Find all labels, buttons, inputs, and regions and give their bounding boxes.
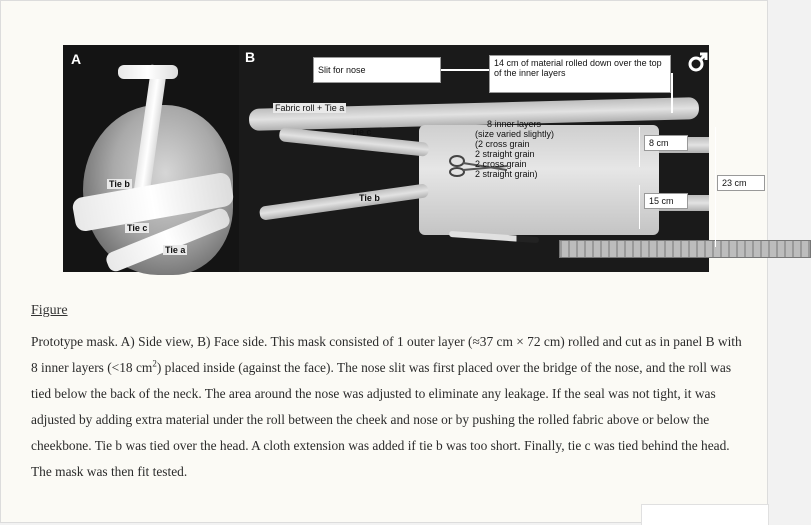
inner-layers-line: 2 straight grain) [475, 169, 538, 179]
tie-b-strip [259, 183, 429, 221]
caption-superscript: 2 [152, 358, 157, 369]
label-15-cm: 15 cm [644, 193, 688, 209]
ruler [559, 240, 811, 258]
inner-layers-line: (2 cross grain [475, 139, 530, 149]
figure-heading: Figure [31, 303, 68, 318]
label-rolled-note: 14 cm of material rolled down over the top of the inner layers [489, 55, 671, 93]
dim-line-23 [715, 127, 716, 247]
label-b-tie-b: Tie b [359, 193, 380, 203]
label-23-cm: 23 cm [717, 175, 765, 191]
dim-line-15 [639, 185, 640, 229]
panel-b-photo [239, 45, 747, 272]
label-b-tie-c: Tie c [351, 127, 372, 137]
male-symbol-icon [687, 51, 709, 73]
panel-a-letter: A [71, 51, 82, 67]
caption-text-2: ) placed inside (against the face). The nose slit was first placed over the bridge of the nose, and the roll was tied below the back of the neck. The area around the nose was adjusted to eliminate any leakage. If the seal was not tight, it was adjusted by adding extra material under the roll between the cheek and nose or by pushing the rolled fabric above or below the cheekbone. Tie b was tied over the head. A cloth extension was added if tie b was too short. Finally, tie c was tied behind the head. The mask was then fit tested. [31, 360, 732, 479]
figure-caption [31, 329, 746, 485]
panel-b-letter: B [245, 49, 256, 65]
label-fabric-roll: Fabric roll + Tie a [275, 103, 345, 113]
figure-image[interactable] [63, 45, 747, 272]
label-a-tie-b: Tie b [109, 179, 130, 189]
label-inner-layers [475, 119, 554, 179]
inner-layers-line: 2 straight grain [475, 149, 535, 159]
dim-line-8 [639, 127, 640, 167]
inner-layers-line: (size varied slightly) [475, 129, 555, 139]
label-8-cm: 8 cm [644, 135, 688, 151]
inner-layers-line: 8 inner layers [487, 119, 542, 129]
label-a-tie-c: Tie c [127, 223, 148, 233]
label-a-tie-a: Tie a [165, 245, 186, 255]
corner-widget[interactable] [641, 504, 769, 525]
caption-text-1: Prototype mask. A) Side view, B) Face side. This mask consisted of 1 outer layer (≈37 cm × 72 cm) rolled and cut as in panel B with 8 inner layers (<18 cm [31, 334, 742, 375]
tie-strip-top [118, 65, 178, 79]
arrow-rolled [671, 73, 673, 113]
label-slit-for-nose: Slit for nose [313, 57, 441, 83]
panel-a-photo [63, 45, 239, 272]
inner-layers-line: 2 cross grain [475, 159, 527, 169]
